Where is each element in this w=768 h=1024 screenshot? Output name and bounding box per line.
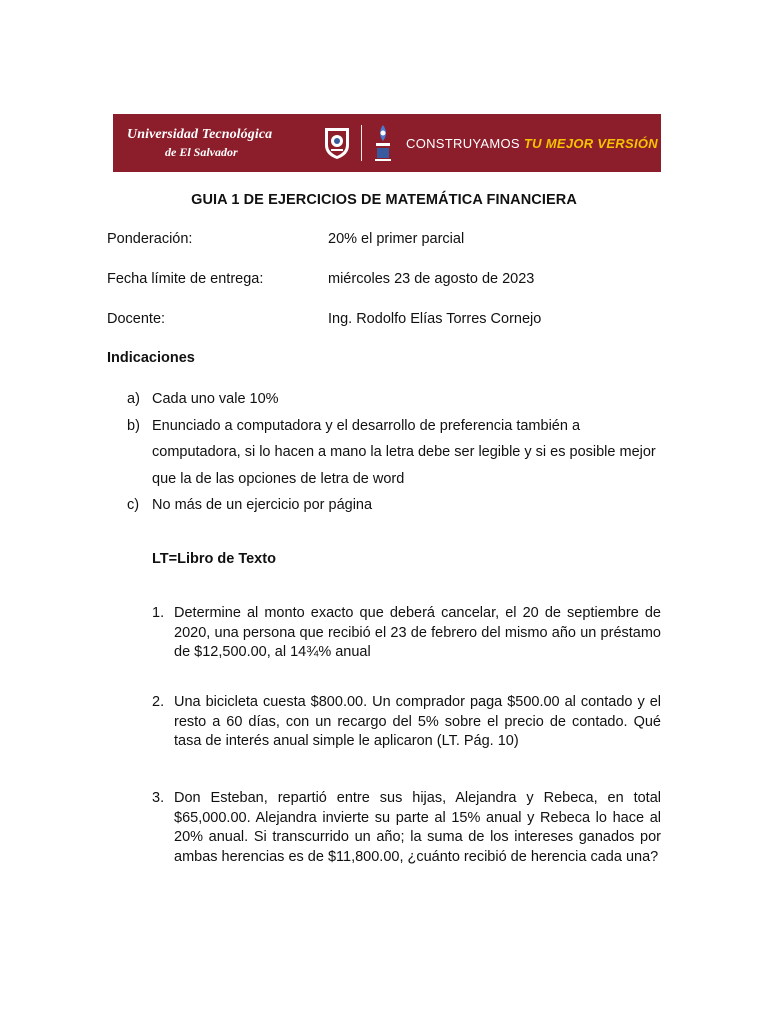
info-label: Ponderación: (107, 231, 193, 247)
exercise-number: 1. (152, 605, 165, 621)
exercise-number: 2. (152, 694, 165, 710)
exercise-text: Don Esteban, repartió entre sus hijas, Alejandra y Rebeca, en total $65,000.00. Alejandra invierte su parte al 15% anual y Rebeca lo hace al 20% anual. Si transcurrido un año; la suma de los intereses ganados por ambas herencias es de $11,800.00, ¿cuánto recibió de herencia cada una? (174, 790, 661, 865)
slogan-normal: CONSTRUYAMOS (406, 135, 520, 151)
list-item (107, 386, 667, 413)
list-item-text: Cada uno vale 10% (152, 391, 279, 407)
list-marker: c) (127, 497, 140, 513)
list-marker: b) (127, 417, 140, 434)
banner-slogan (406, 136, 658, 151)
document-title: GUIA 1 DE EJERCICIOS DE MATEMÁTICA FINANCIERA (191, 192, 577, 208)
university-name-line1: Universidad Tecnológica (127, 126, 273, 142)
info-value: 20% el primer parcial (328, 231, 465, 247)
exercise-number: 3. (152, 790, 165, 806)
list-item-text: Enunciado a computadora y el desarrollo de preferencia también a computadora, si lo hacen a mano la letra debe ser legible y si es posible mejor que la de las opciones de letra de word (152, 417, 656, 487)
slogan-accent: TU MEJOR VERSIÓN (523, 135, 658, 151)
header-banner (113, 114, 661, 172)
info-row-ponderacion (107, 231, 667, 251)
info-label: Fecha límite de entrega: (107, 271, 264, 287)
banner-divider (361, 125, 362, 161)
list-marker: a) (127, 391, 140, 407)
university-name-line2: de El Salvador (165, 144, 238, 159)
university-seal-icon (321, 125, 353, 161)
exercise-text: Una bicicleta cuesta $800.00. Un comprador paga $500.00 al contado y el resto a 60 días, con un recargo del 5% sobre el precio de contado. Qué tasa de interés anual simple le aplicaron (LT. Pág. 10) (174, 694, 661, 749)
exercise-3 (152, 789, 661, 867)
info-label: Docente: (107, 311, 166, 327)
info-value: Ing. Rodolfo Elías Torres Cornejo (328, 311, 542, 327)
info-row-docente (107, 311, 667, 331)
university-name (127, 128, 313, 158)
info-row-fecha (107, 271, 667, 291)
info-value: miércoles 23 de agosto de 2023 (328, 271, 535, 287)
exercise-1 (152, 604, 661, 663)
indications-list (107, 386, 667, 519)
list-item (107, 492, 667, 519)
exercise-2 (152, 693, 661, 752)
textbook-note: LT=Libro de Texto (152, 551, 276, 567)
ues-logo-icon (372, 123, 394, 163)
list-item (107, 413, 667, 493)
exercise-text: Determine al monto exacto que deberá cancelar, el 20 de septiembre de 2020, una persona que recibió el 23 de febrero del mismo año un préstamo de $12,500.00, al 14¾% anual (174, 605, 661, 660)
indications-heading: Indicaciones (107, 350, 195, 366)
list-item-text: No más de un ejercicio por página (152, 497, 373, 513)
